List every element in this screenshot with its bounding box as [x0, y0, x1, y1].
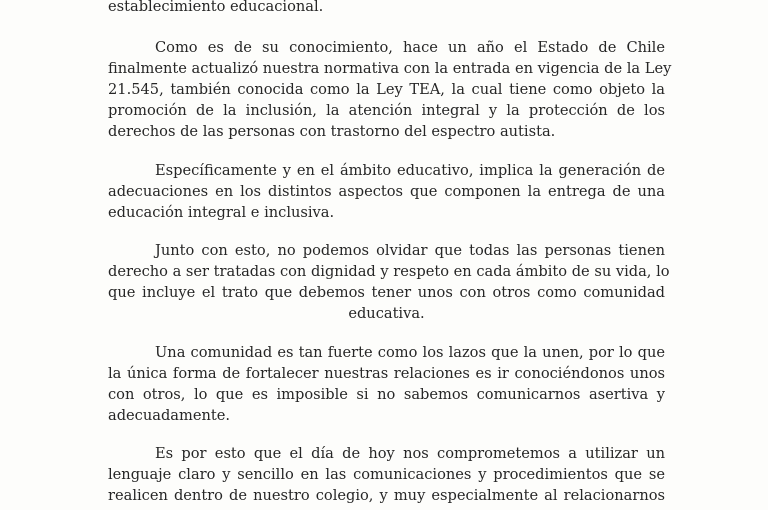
text-line: 21.545, también conocida como la Ley TEA, la cual tiene como objeto la — [108, 81, 665, 98]
text-line: que incluye el trato que debemos tener unos con otros como comunidad — [108, 284, 665, 301]
text-line: Como es de su conocimiento, hace un año el Estado de Chile — [155, 39, 665, 56]
text-line: establecimiento educacional. — [108, 0, 324, 15]
text-line: adecuaciones en los distintos aspectos que componen la entrega de una — [108, 183, 665, 200]
text-line: derecho a ser tratadas con dignidad y respeto en cada ámbito de su vida, lo — [108, 263, 670, 280]
text-line: educativa. — [348, 305, 425, 322]
text-line: Específicamente y en el ámbito educativo, implica la generación de — [155, 162, 665, 179]
text-line: finalmente actualizó nuestra normativa con la entrada en vigencia de la Ley — [108, 60, 672, 77]
text-line: educación integral e inclusiva. — [108, 204, 335, 221]
text-line: Junto con esto, no podemos olvidar que todas las personas tienen — [155, 242, 665, 259]
text-line: promoción de la inclusión, la atención integral y la protección de los — [108, 102, 665, 119]
text-line: adecuadamente. — [108, 407, 231, 424]
text-line: con otros, lo que es imposible si no sabemos comunicarnos asertiva y — [108, 386, 665, 403]
text-line: Es por esto que el día de hoy nos comprometemos a utilizar un — [155, 445, 665, 462]
text-line: Una comunidad es tan fuerte como los lazos que la unen, por lo que — [155, 344, 665, 361]
text-line: la única forma de fortalecer nuestras relaciones es ir conociéndonos unos — [108, 365, 665, 382]
text-line: lenguaje claro y sencillo en las comunicaciones y procedimientos que se — [108, 466, 665, 483]
text-line: realicen dentro de nuestro colegio, y muy especialmente al relacionarnos — [108, 487, 665, 504]
text-line: derechos de las personas con trastorno del espectro autista. — [108, 123, 556, 140]
